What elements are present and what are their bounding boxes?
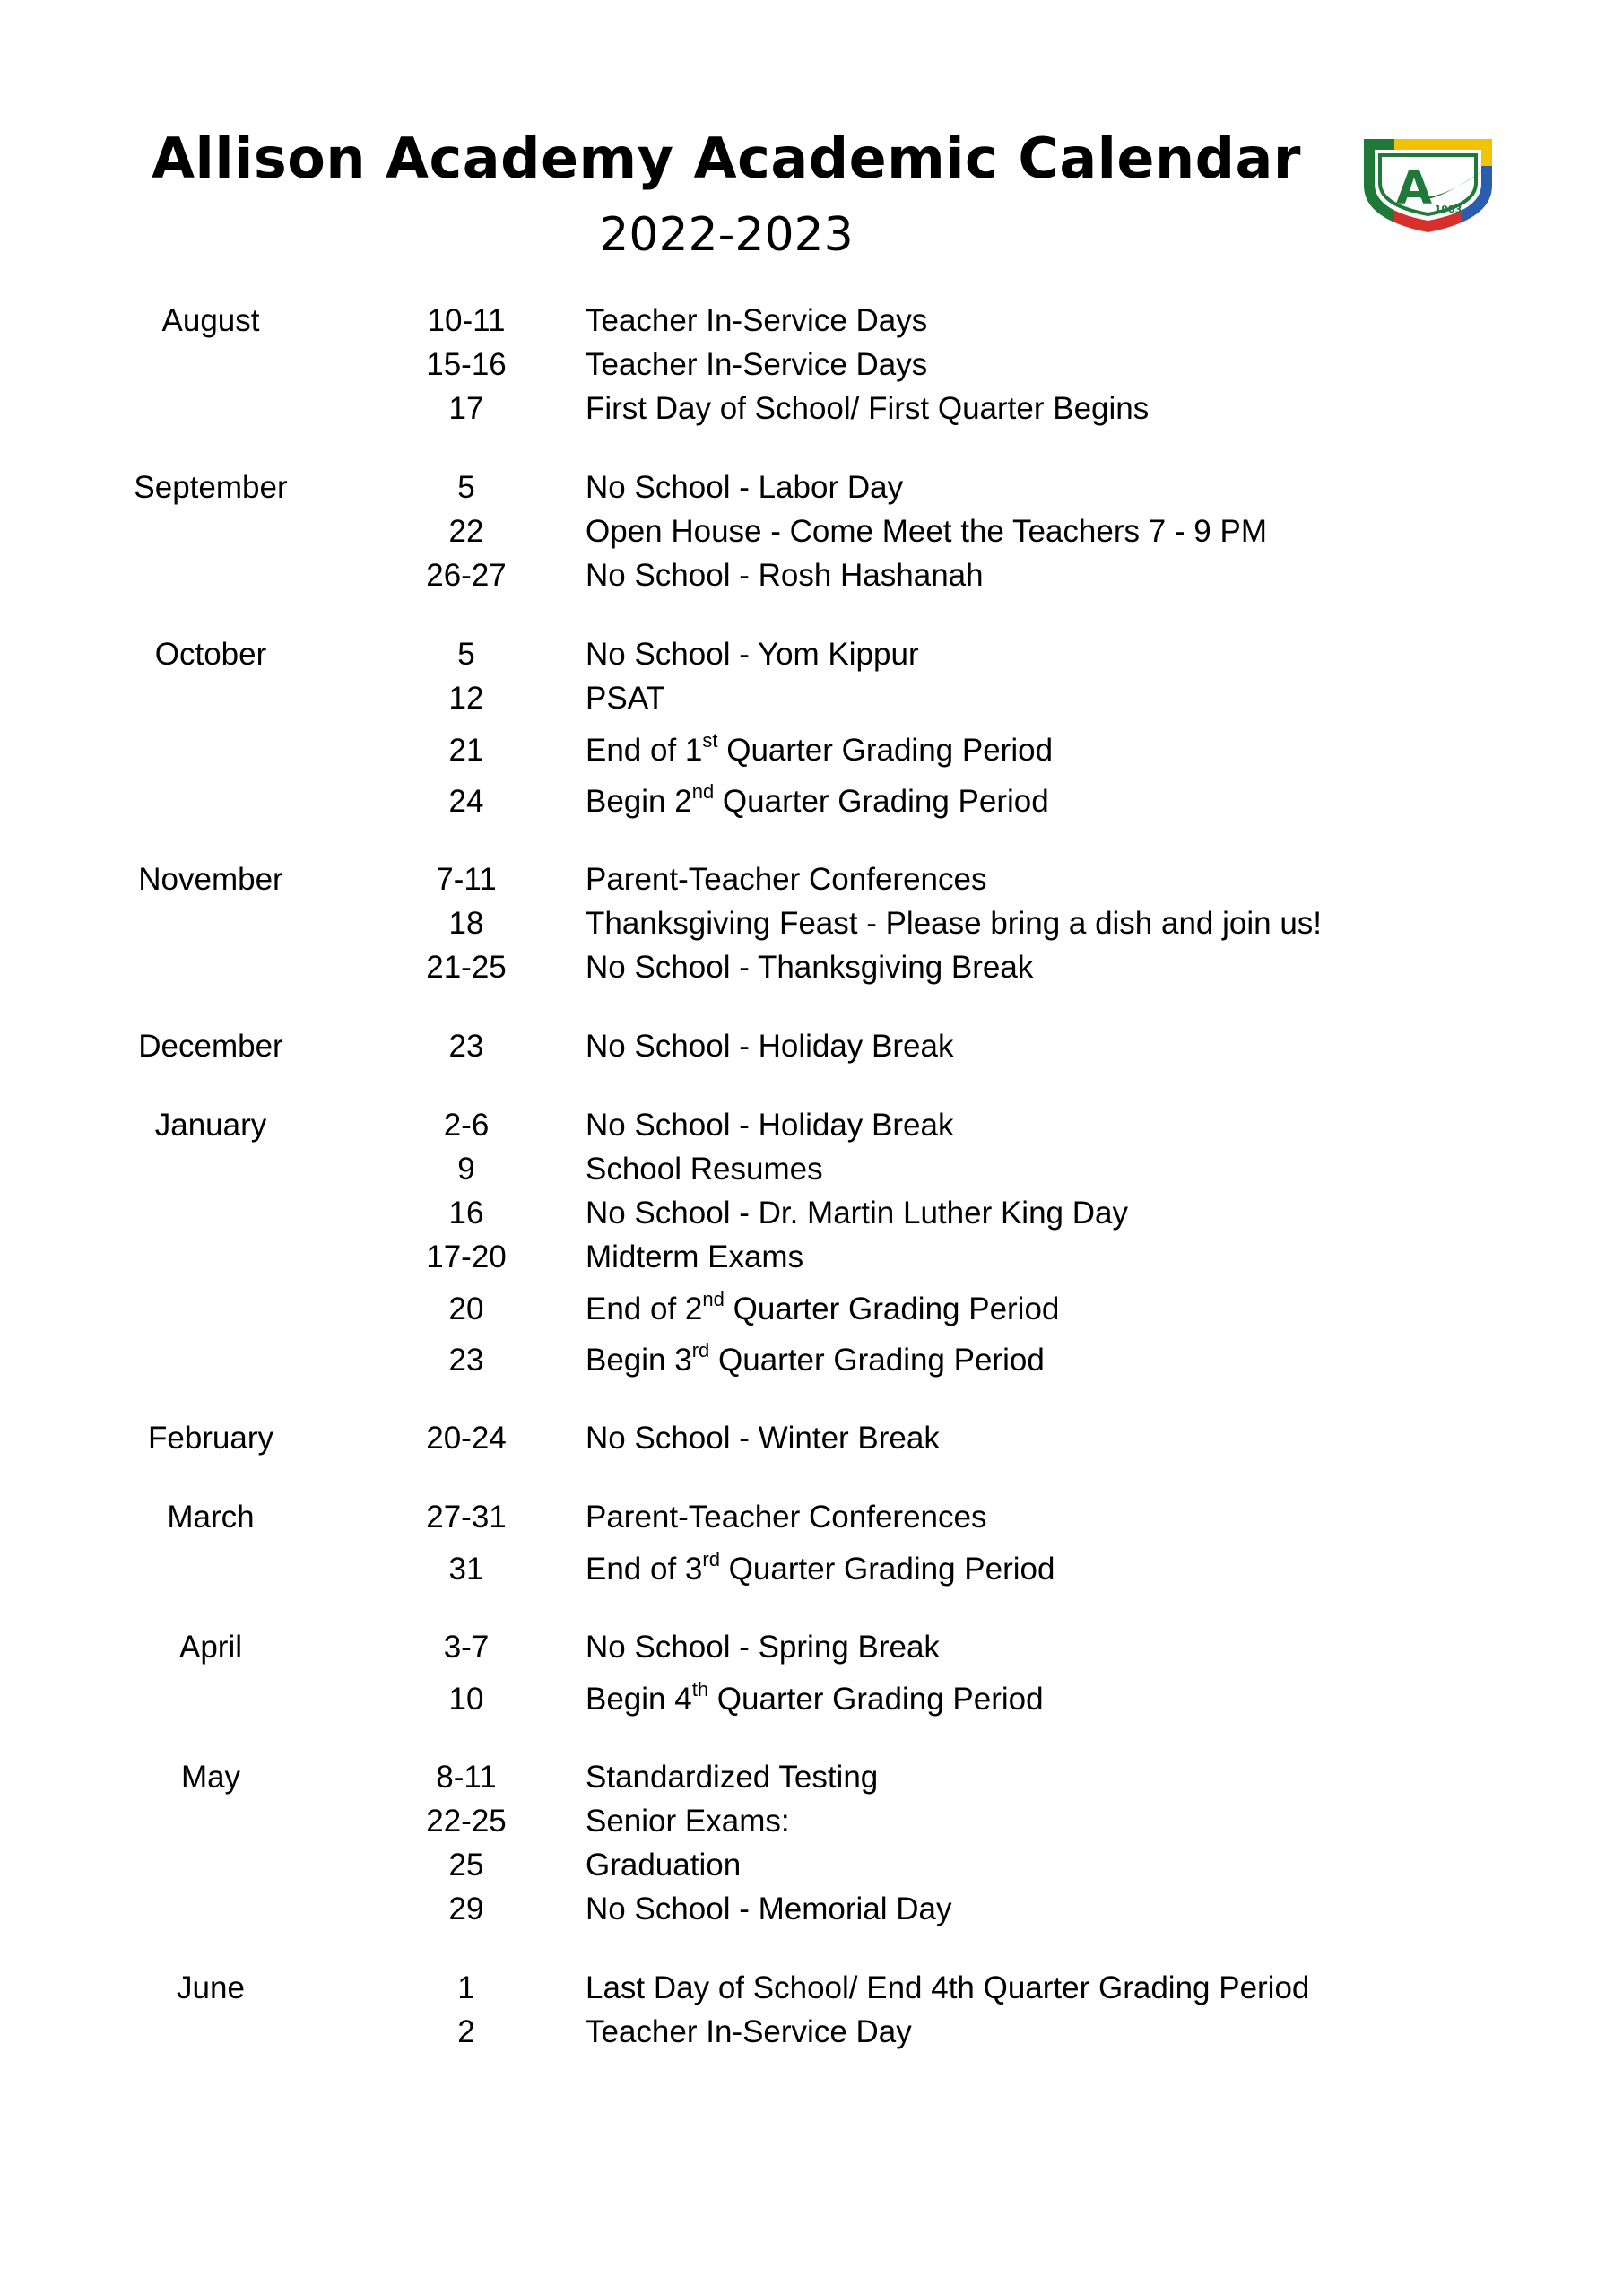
event-text-after: Quarter Grading Period xyxy=(719,1552,1055,1587)
event-date: 25 xyxy=(448,1848,484,1883)
month-label: December xyxy=(138,1029,283,1064)
calendar-row xyxy=(0,720,1623,771)
event-text-after: Quarter Grading Period xyxy=(708,1682,1044,1717)
event-text: Last Day of School/ End 4th Quarter Grading Period xyxy=(586,1970,1310,2005)
event-text: Parent-Teacher Conferences xyxy=(586,1500,987,1535)
page-subtitle: 2022-2023 xyxy=(599,208,854,262)
event-description xyxy=(586,1024,953,1068)
event-description xyxy=(586,2010,912,2054)
event-date: 9 xyxy=(457,1152,475,1187)
calendar-row xyxy=(0,857,1623,901)
calendar-row xyxy=(0,676,1623,720)
event-text: Begin 2 xyxy=(586,784,692,819)
event-text: No School - Spring Break xyxy=(586,1630,940,1665)
event-description xyxy=(586,387,1149,430)
event-text: No School - Labor Day xyxy=(586,470,904,505)
ordinal-suffix: nd xyxy=(702,1288,725,1310)
event-text: No School - Rosh Hashanah xyxy=(586,558,984,593)
event-description xyxy=(586,857,986,901)
event-text: Begin 3 xyxy=(586,1343,692,1378)
month-group xyxy=(0,1416,1623,1460)
event-date: 17-20 xyxy=(426,1239,507,1274)
event-description xyxy=(586,299,927,343)
event-description xyxy=(586,771,1049,832)
event-text-after: Quarter Grading Period xyxy=(717,733,1054,768)
calendar-list xyxy=(0,299,1623,2089)
month-group xyxy=(0,1755,1623,1931)
event-text: No School - Thanksgiving Break xyxy=(586,950,1034,985)
event-text-after: Quarter Grading Period xyxy=(714,784,1049,819)
event-description xyxy=(586,1843,741,1887)
month-label: September xyxy=(134,470,288,505)
event-text: No School - Holiday Break xyxy=(586,1029,954,1064)
event-date: 18 xyxy=(448,906,484,941)
event-description xyxy=(586,509,1267,553)
event-date: 10-11 xyxy=(427,303,506,338)
event-text: Begin 4 xyxy=(586,1682,692,1717)
event-text: Midterm Exams xyxy=(586,1239,804,1274)
ordinal-suffix: st xyxy=(702,729,718,752)
calendar-row xyxy=(0,771,1623,822)
event-text: Parent-Teacher Conferences xyxy=(586,862,987,897)
month-group xyxy=(0,1024,1623,1068)
event-text: School Resumes xyxy=(586,1152,823,1187)
event-text: Graduation xyxy=(586,1848,742,1883)
month-label: March xyxy=(167,1500,255,1535)
event-text: Senior Exams: xyxy=(586,1804,790,1839)
event-description xyxy=(586,1669,1044,1730)
event-date: 23 xyxy=(448,1343,484,1378)
calendar-row xyxy=(0,1799,1623,1843)
month-group xyxy=(0,1495,1623,1590)
calendar-row xyxy=(0,1191,1623,1235)
event-date: 29 xyxy=(448,1892,484,1926)
calendar-row xyxy=(0,632,1623,676)
event-date: 7-11 xyxy=(436,862,497,897)
event-text-after: Quarter Grading Period xyxy=(709,1343,1045,1378)
calendar-row xyxy=(0,509,1623,553)
month-label: November xyxy=(138,862,283,897)
calendar-row xyxy=(0,1669,1623,1720)
event-date: 17 xyxy=(448,391,484,426)
event-text: Standardized Testing xyxy=(586,1760,879,1795)
svg-text:1983: 1983 xyxy=(1434,204,1462,215)
calendar-row xyxy=(0,1103,1623,1147)
event-date: 2 xyxy=(457,2014,475,2049)
event-text: PSAT xyxy=(586,681,665,716)
school-logo-icon xyxy=(1358,130,1497,238)
event-text: Open House - Come Meet the Teachers 7 - 9 PM xyxy=(586,514,1267,549)
svg-text:A: A xyxy=(1395,161,1433,215)
month-group xyxy=(0,857,1623,989)
event-text: Teacher In-Service Day xyxy=(586,2014,912,2049)
event-date: 5 xyxy=(457,637,475,672)
event-description xyxy=(586,1416,940,1460)
event-description xyxy=(586,1799,790,1843)
event-description xyxy=(586,1191,1128,1235)
event-description xyxy=(586,1495,986,1539)
calendar-row xyxy=(0,343,1623,387)
event-text: No School - Winter Break xyxy=(586,1421,940,1456)
month-group xyxy=(0,632,1623,822)
event-text: Teacher In-Service Days xyxy=(586,347,928,382)
event-description xyxy=(586,553,984,597)
calendar-row xyxy=(0,1024,1623,1068)
calendar-row xyxy=(0,1843,1623,1887)
event-text-after: Quarter Grading Period xyxy=(724,1292,1060,1326)
ordinal-suffix: th xyxy=(691,1678,709,1700)
event-date: 21 xyxy=(448,733,484,768)
calendar-row xyxy=(0,387,1623,430)
event-description xyxy=(586,1330,1045,1391)
calendar-row xyxy=(0,1147,1623,1191)
event-text: End of 2 xyxy=(586,1292,703,1326)
event-description xyxy=(586,632,919,676)
event-description xyxy=(586,945,1033,989)
event-date: 15-16 xyxy=(426,347,507,382)
month-label: August xyxy=(161,303,260,338)
calendar-row xyxy=(0,1495,1623,1539)
calendar-row xyxy=(0,1966,1623,2010)
page-title: Allison Academy Academic Calendar xyxy=(152,126,1301,191)
month-label: January xyxy=(154,1108,267,1143)
month-label: May xyxy=(180,1760,241,1795)
event-description xyxy=(586,1103,953,1147)
event-description xyxy=(586,465,903,509)
event-text: End of 3 xyxy=(586,1552,703,1587)
event-text: No School - Memorial Day xyxy=(586,1892,952,1926)
event-date: 24 xyxy=(448,784,484,819)
event-description xyxy=(586,1235,803,1279)
month-group xyxy=(0,299,1623,430)
event-date: 22 xyxy=(448,514,484,549)
event-date: 2-6 xyxy=(443,1108,490,1143)
event-text: No School - Dr. Martin Luther King Day xyxy=(586,1196,1128,1231)
event-date: 23 xyxy=(448,1029,484,1064)
ordinal-suffix: nd xyxy=(691,780,715,803)
ordinal-suffix: rd xyxy=(702,1548,720,1570)
event-date: 12 xyxy=(448,681,484,716)
month-label: April xyxy=(178,1630,243,1665)
month-group xyxy=(0,465,1623,597)
event-date: 1 xyxy=(457,1970,475,2005)
event-text: No School - Yom Kippur xyxy=(586,637,919,672)
event-description xyxy=(586,1539,1055,1600)
event-description xyxy=(586,1887,951,1931)
event-text: First Day of School/ First Quarter Begins xyxy=(586,391,1150,426)
event-date: 26-27 xyxy=(426,558,507,593)
calendar-row xyxy=(0,1625,1623,1669)
calendar-row xyxy=(0,1279,1623,1330)
event-date: 16 xyxy=(448,1196,484,1231)
month-label: October xyxy=(154,637,267,672)
event-description xyxy=(586,1966,1309,2010)
calendar-row xyxy=(0,1330,1623,1381)
event-description xyxy=(586,901,1322,945)
event-date: 20 xyxy=(448,1292,484,1326)
event-text: Thanksgiving Feast - Please bring a dish and join us! xyxy=(586,906,1323,941)
calendar-row xyxy=(0,1887,1623,1931)
event-date: 3-7 xyxy=(443,1630,490,1665)
event-description xyxy=(586,1147,823,1191)
event-description xyxy=(586,676,665,720)
event-text: End of 1 xyxy=(586,733,703,768)
calendar-row xyxy=(0,2010,1623,2054)
event-date: 8-11 xyxy=(436,1760,497,1795)
month-label: June xyxy=(177,1970,245,2005)
month-label: February xyxy=(147,1421,274,1456)
calendar-row xyxy=(0,465,1623,509)
event-date: 31 xyxy=(448,1552,484,1587)
event-date: 10 xyxy=(448,1682,484,1717)
calendar-row xyxy=(0,1235,1623,1279)
calendar-row xyxy=(0,945,1623,989)
event-text: No School - Holiday Break xyxy=(586,1108,954,1143)
event-date: 21-25 xyxy=(426,950,507,985)
event-date: 5 xyxy=(457,470,475,505)
event-description xyxy=(586,343,927,387)
calendar-row xyxy=(0,299,1623,343)
calendar-row xyxy=(0,1755,1623,1799)
calendar-row xyxy=(0,553,1623,597)
month-group xyxy=(0,1966,1623,2054)
event-date: 27-31 xyxy=(426,1500,507,1535)
month-group xyxy=(0,1625,1623,1720)
calendar-row xyxy=(0,1539,1623,1590)
event-description xyxy=(586,1755,878,1799)
event-date: 20-24 xyxy=(426,1421,507,1456)
month-group xyxy=(0,1103,1623,1381)
ordinal-suffix: rd xyxy=(691,1339,710,1361)
event-description xyxy=(586,1625,940,1669)
calendar-row xyxy=(0,1416,1623,1460)
calendar-row xyxy=(0,901,1623,945)
event-date: 22-25 xyxy=(426,1804,507,1839)
event-text: Teacher In-Service Days xyxy=(586,303,928,338)
